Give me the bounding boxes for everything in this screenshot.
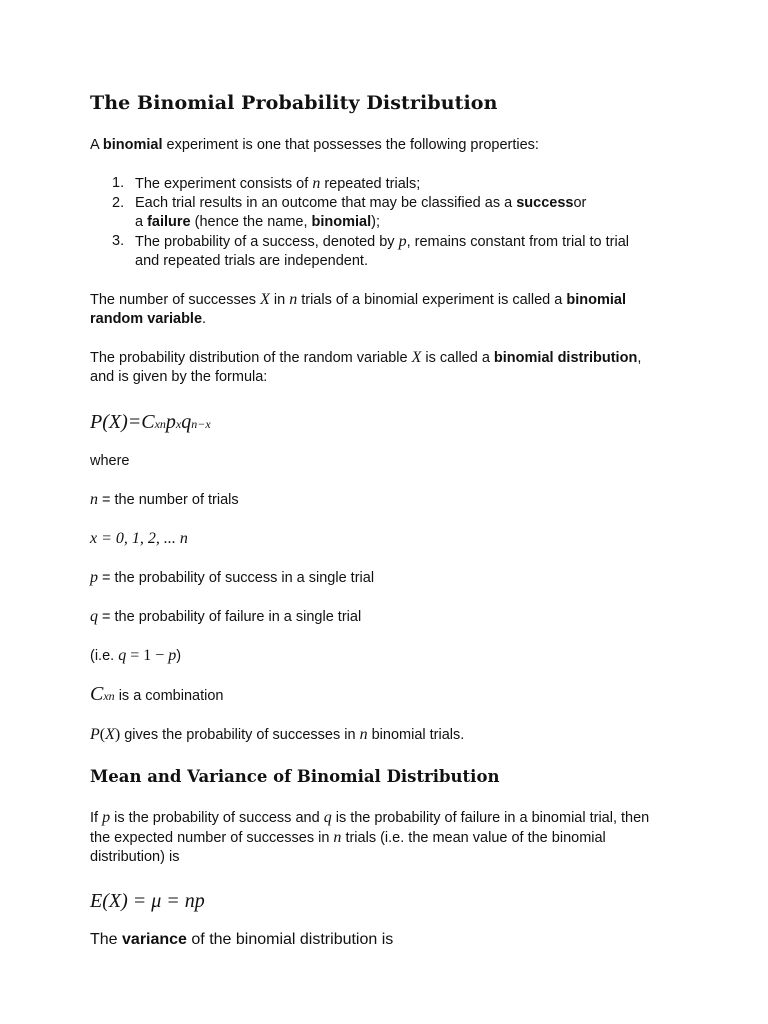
mean-paragraph: If p is the probability of success and q is the probability of failure in a binomial trial, then the expected number of successes in n trials (i.e. the mean value of the binomial distribution) is — [90, 809, 650, 865]
intro-paragraph: A binomial experiment is one that possesses the following properties: — [90, 137, 539, 153]
def-x: x = 0, 1, 2, ... n — [90, 530, 188, 547]
def-ie: (i.e. q = 1 − p) — [90, 647, 182, 664]
binomial-formula: P(X)=Cxnpxqn−x — [90, 411, 211, 433]
document-content — [90, 92, 690, 949]
distribution-paragraph: The probability distribution of the random variable X is called a binomial distribution, and is given by the formula: — [90, 349, 642, 385]
def-q: q = the probability of failure in a single trial — [90, 608, 362, 625]
variance-paragraph: The variance of the binomial distribution is — [90, 931, 394, 948]
def-c: Cxn is a combination — [90, 683, 224, 705]
mean-formula: E(X) = μ = np — [90, 890, 205, 912]
random-variable-paragraph: The number of successes X in n trials of a binomial experiment is called a binomial random variable. — [90, 291, 626, 327]
def-n: n = the number of trials — [90, 491, 239, 508]
where-label: where — [90, 453, 130, 469]
def-px: P(X) gives the probability of successes in n binomial trials. — [90, 726, 465, 743]
def-p: p = the probability of success in a single trial — [90, 569, 375, 586]
section-title-mean-variance: Mean and Variance of Binomial Distribution — [90, 767, 500, 786]
page-title: The Binomial Probability Distribution — [90, 92, 498, 114]
list-item: 2. Each trial results in an outcome that may be classified as a successor a failure (hence the name, binomial); — [112, 195, 587, 230]
list-item: 3. The probability of a success, denoted by p, remains constant from trial to trial and repeated trials are independent. — [112, 233, 629, 269]
properties-list — [90, 174, 690, 271]
list-item: 1. The experiment consists of n repeated trials; — [112, 175, 421, 192]
